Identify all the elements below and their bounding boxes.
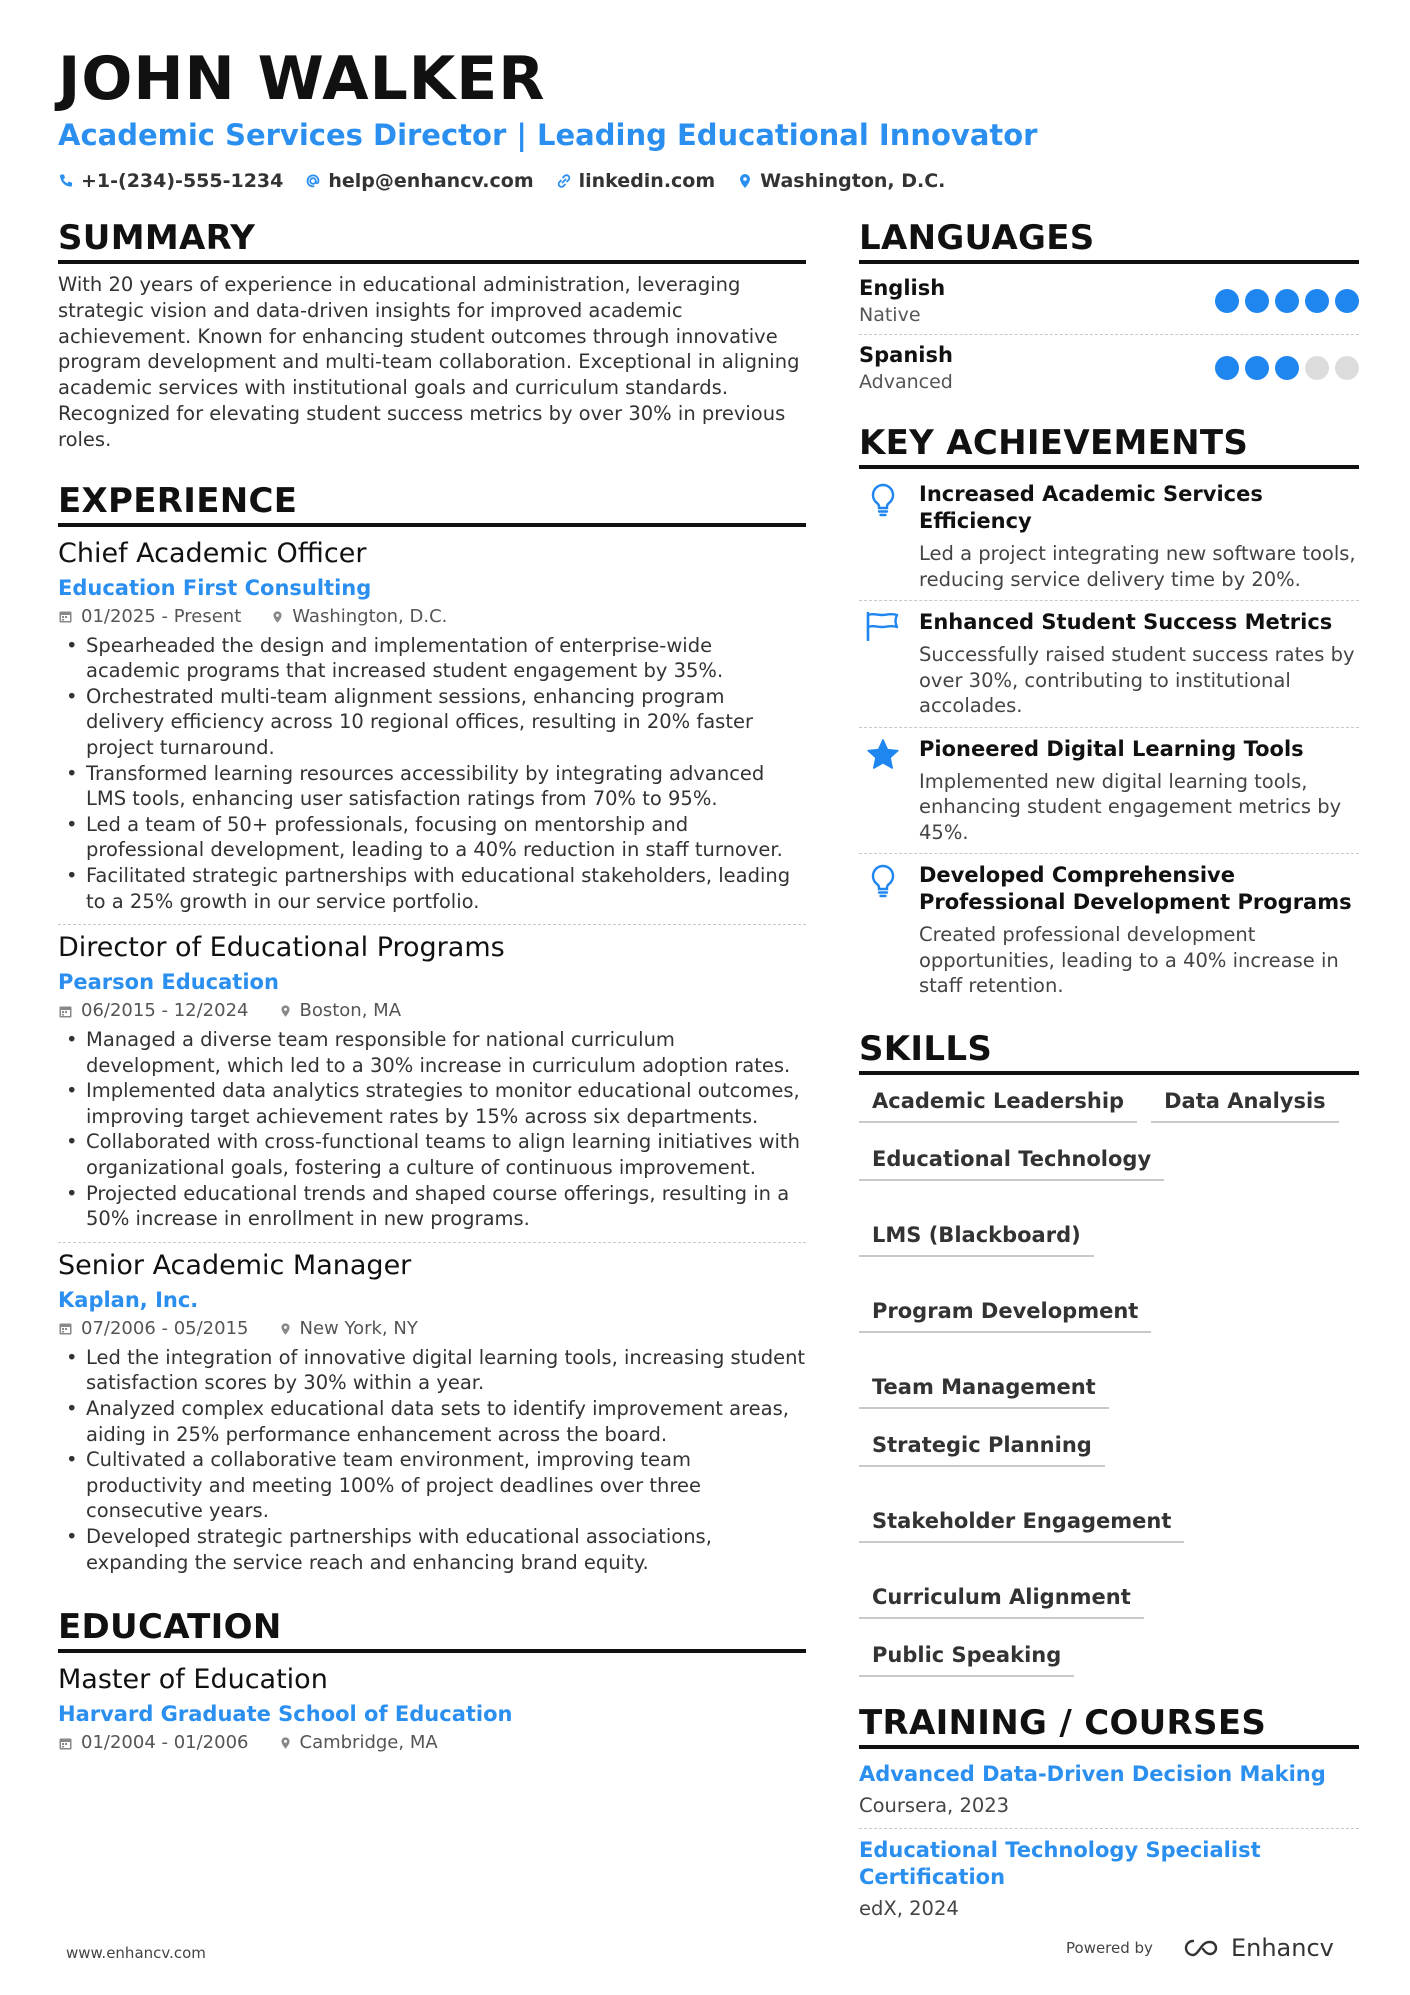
rating-dot-empty — [1335, 356, 1359, 380]
job-entry — [58, 1242, 806, 1585]
language-level: Native — [859, 304, 921, 326]
skill-tag: Curriculum Alignment — [859, 1579, 1144, 1619]
job-location: New York, NY — [299, 1317, 418, 1339]
contact-linkedin-text: linkedin.com — [578, 170, 716, 192]
language-level: Advanced — [859, 371, 953, 393]
achievement-title: Enhanced Student Success Metrics — [919, 610, 1333, 634]
job-bullet: • Orchestrated multi-team alignment sessions, enhancing program delivery efficiency across 10 regional offices, resulting in 20% faster project turnaround. — [58, 684, 806, 761]
job-title: Chief Academic Officer — [58, 537, 367, 569]
skill-tag: LMS (Blackboard) — [859, 1217, 1094, 1257]
achievement-item — [859, 477, 1359, 600]
rating-dot-filled — [1275, 289, 1299, 313]
education-dates: 01/2004 - 01/2006 — [81, 1732, 249, 1754]
contact-location-text: Washington, D.C. — [760, 170, 946, 192]
course-name: Educational Technology Specialist Certification — [859, 1837, 1261, 1889]
achievement-desc: Implemented new digital learning tools, enhancing student engagement metrics by 45%. — [919, 769, 1342, 844]
skills-heading: SKILLS — [859, 1029, 1359, 1075]
achievements-heading: KEY ACHIEVEMENTS — [859, 423, 1359, 469]
job-bullet: • Developed strategic partnerships with educational associations, expanding the service reach and enhancing brand equity. — [58, 1524, 806, 1575]
achievement-desc: Created professional development opportunities, leading to a 40% increase in staff retention. — [919, 923, 1339, 997]
job-dates: 07/2006 - 05/2015 — [81, 1317, 249, 1339]
contact-location — [737, 170, 945, 192]
achievement-desc: Successfully raised student success rates by over 30%, contributing to institutional accolades. — [919, 643, 1355, 717]
language-rating — [1215, 356, 1359, 380]
at-icon — [305, 173, 321, 189]
skills-list — [859, 1083, 1359, 1677]
rating-dot-filled — [1215, 289, 1239, 313]
skill-tag: Academic Leadership — [859, 1083, 1137, 1123]
summary-text: With 20 years of experience in educational administration, leveraging strategic vision and data-driven insights for improved academic achievement. Known for enhancing student outcomes through innovative program development and multi-team collaboration. Exceptional in aligning academic services with institutional goals and curriculum standards. Recognized for elevating student success metrics by over 30% in previous roles. — [58, 273, 800, 451]
footer-branding — [1066, 1934, 1334, 1962]
right-column — [859, 218, 1359, 1931]
language-name: Spanish — [859, 343, 953, 367]
job-bullet: • Projected educational trends and shaped course offerings, resulting in a 50% increase in enrollment in new programs. — [58, 1181, 806, 1232]
job-company: Kaplan, Inc. — [58, 1287, 199, 1312]
candidate-headline: Academic Services Director | Leading Educational Innovator — [58, 118, 1038, 152]
achievement-item — [859, 727, 1359, 854]
skill-tag: Educational Technology — [859, 1141, 1164, 1181]
education-meta — [58, 1729, 806, 1757]
location-icon — [737, 173, 753, 189]
location-icon — [271, 609, 284, 625]
achievement-desc: Led a project integrating new software tools, reducing service delivery time by 20%. — [919, 542, 1356, 591]
job-bullet: • Spearheaded the design and implementation of enterprise-wide academic programs that increased student engagement by 35%. — [58, 633, 806, 684]
job-bullet: • Led the integration of innovative digital learning tools, increasing student satisfaction scores by 30% within a year. — [58, 1345, 806, 1396]
rating-dot-filled — [1275, 356, 1299, 380]
contact-email[interactable] — [305, 170, 533, 192]
contact-phone-text: +1-(234)-555-1234 — [81, 170, 284, 192]
job-location: Boston, MA — [299, 1000, 402, 1022]
job-bullet: • Managed a diverse team responsible for national curriculum development, which led to a 30% increase in curriculum adoption rates. — [58, 1027, 806, 1078]
language-item — [859, 334, 1359, 401]
job-title: Senior Academic Manager — [58, 1249, 412, 1281]
summary-heading: SUMMARY — [58, 218, 806, 264]
rating-dot-filled — [1245, 356, 1269, 380]
lightbulb-icon — [870, 483, 896, 517]
skill-tag: Public Speaking — [859, 1637, 1074, 1677]
skill-tag: Data Analysis — [1151, 1083, 1339, 1123]
education-school: Harvard Graduate School of Education — [58, 1702, 513, 1727]
course-meta: edX, 2024 — [859, 1896, 959, 1920]
course-name: Advanced Data-Driven Decision Making — [859, 1761, 1326, 1786]
job-bullet: • Collaborated with cross-functional teams to align learning initiatives with organizational goals, fostering a culture of continuous improvement. — [58, 1129, 806, 1180]
calendar-icon — [58, 1321, 73, 1336]
phone-icon — [58, 173, 74, 189]
lightbulb-icon — [870, 864, 896, 898]
course-item — [859, 1757, 1359, 1828]
job-title: Director of Educational Programs — [58, 932, 505, 964]
calendar-icon — [58, 1736, 73, 1751]
language-name: English — [859, 276, 946, 300]
job-bullet: • Facilitated strategic partnerships with educational stakeholders, leading to a 25% growth in our service portfolio. — [58, 863, 806, 914]
education-degree: Master of Education — [58, 1664, 328, 1696]
job-meta — [58, 1315, 806, 1343]
achievement-title: Developed Comprehensive Professional Development Programs — [919, 863, 1352, 914]
job-company: Pearson Education — [58, 970, 279, 995]
achievement-title: Pioneered Digital Learning Tools — [919, 736, 1304, 761]
job-bullets — [58, 1027, 806, 1232]
contact-email-text: help@enhancv.com — [328, 170, 534, 192]
job-bullet: • Transformed learning resources accessibility by integrating advanced LMS tools, enhancing user satisfaction ratings from 70% to 95%. — [58, 761, 806, 812]
rating-dot-filled — [1245, 289, 1269, 313]
powered-by-label: Powered by — [1066, 1939, 1153, 1957]
skill-tag: Strategic Planning — [859, 1427, 1105, 1467]
job-location: Washington, D.C. — [292, 605, 448, 627]
achievement-title: Increased Academic Services Efficiency — [919, 482, 1263, 533]
job-bullet: • Cultivated a collaborative team environment, improving team productivity and meeting 100% of project deadlines over three consecutive years. — [58, 1447, 806, 1524]
achievement-item — [859, 853, 1359, 1007]
calendar-icon — [58, 609, 73, 624]
footer-website[interactable]: www.enhancv.com — [66, 1944, 206, 1962]
skill-tag: Team Management — [859, 1369, 1109, 1409]
job-entry — [58, 924, 806, 1242]
language-item — [859, 272, 1359, 334]
job-entry — [58, 535, 806, 925]
star-icon — [866, 738, 900, 770]
contact-linkedin[interactable] — [556, 170, 716, 192]
job-bullet: • Led a team of 50+ professionals, focusing on mentorship and professional development, leading to a 40% reduction in staff turnover. — [58, 812, 806, 863]
enhancv-logo-icon — [1177, 1937, 1221, 1959]
left-column — [58, 218, 806, 1763]
skill-tag: Program Development — [859, 1293, 1151, 1333]
rating-dot-filled — [1305, 289, 1329, 313]
candidate-name: JOHN WALKER — [58, 44, 546, 114]
language-rating — [1215, 289, 1359, 313]
education-heading: EDUCATION — [58, 1607, 806, 1653]
rating-dot-filled — [1215, 356, 1239, 380]
languages-heading: LANGUAGES — [859, 218, 1359, 264]
rating-dot-empty — [1305, 356, 1329, 380]
flag-icon — [865, 611, 901, 641]
brand-name: Enhancv — [1230, 1934, 1334, 1962]
location-icon — [279, 1321, 292, 1337]
training-heading: TRAINING / COURSES — [859, 1703, 1359, 1749]
education-location: Cambridge, MA — [299, 1732, 438, 1754]
experience-heading: EXPERIENCE — [58, 481, 806, 527]
achievement-item — [859, 600, 1359, 727]
brand-logo[interactable] — [1177, 1934, 1334, 1962]
course-item — [859, 1828, 1359, 1931]
job-meta — [58, 997, 806, 1025]
skill-tag: Stakeholder Engagement — [859, 1503, 1184, 1543]
job-bullets — [58, 1345, 806, 1575]
job-meta — [58, 603, 806, 631]
job-bullet: • Implemented data analytics strategies to monitor educational outcomes, improving target achievement rates by 15% across six departments. — [58, 1078, 806, 1129]
job-company: Education First Consulting — [58, 575, 372, 600]
location-icon — [279, 1735, 292, 1751]
job-bullets — [58, 633, 806, 915]
job-bullet: • Analyzed complex educational data sets to identify improvement areas, aiding in 25% performance enhancement across the board. — [58, 1396, 806, 1447]
calendar-icon — [58, 1004, 73, 1019]
location-icon — [279, 1003, 292, 1019]
rating-dot-filled — [1335, 289, 1359, 313]
course-meta: Coursera, 2023 — [859, 1793, 1010, 1817]
job-dates: 06/2015 - 12/2024 — [81, 1000, 249, 1022]
contact-phone[interactable] — [58, 170, 283, 192]
link-icon — [556, 173, 572, 189]
job-dates: 01/2025 - Present — [81, 605, 242, 627]
education-entry — [58, 1661, 806, 1763]
contact-bar — [58, 170, 945, 192]
